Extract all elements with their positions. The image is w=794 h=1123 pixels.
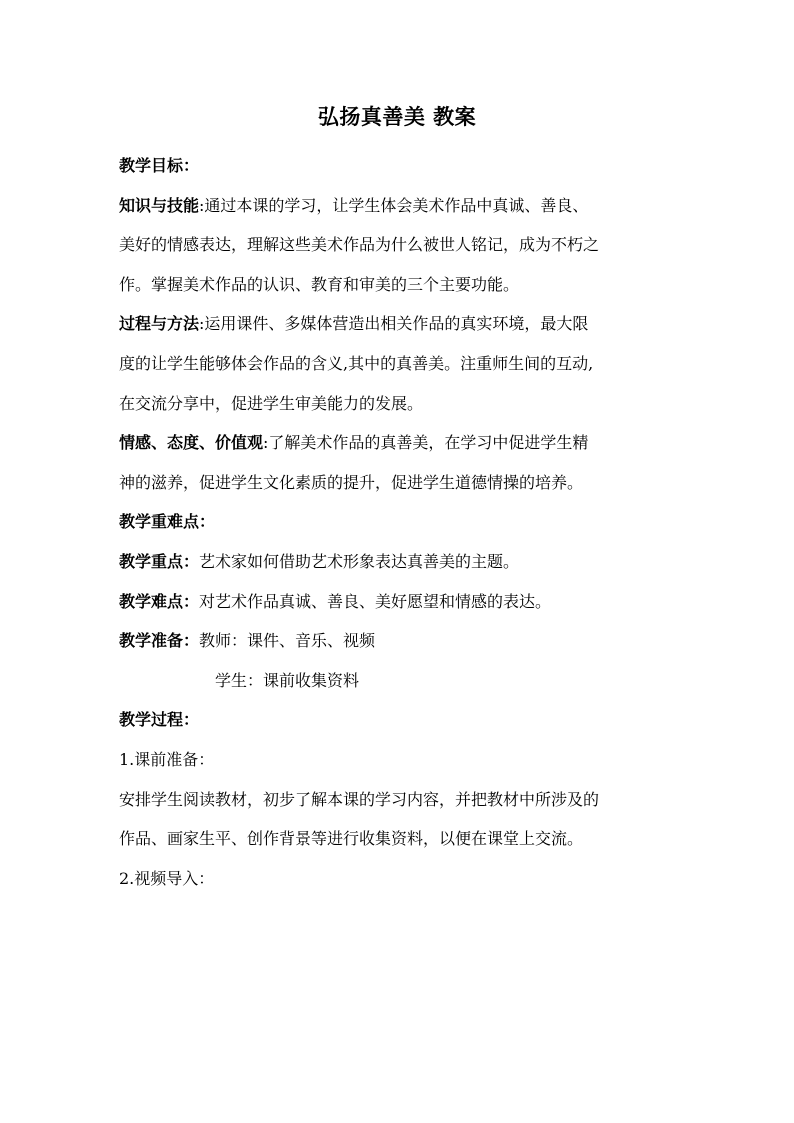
- knowledge-line-2: 美好的情感表达，理解这些美术作品为什么被世人铭记，成为不朽之: [119, 235, 600, 255]
- objectives-heading: 教学目标：: [119, 156, 200, 175]
- emotion-values-paragraph: [119, 423, 681, 502]
- process-line-1: [119, 304, 681, 344]
- key-point-label: 教学重点：: [119, 551, 200, 571]
- preparation-label: 教学准备：: [119, 631, 200, 651]
- document-title: 弘扬真善美 教案: [317, 104, 477, 129]
- step1-line-2: 作品、画家生平、创作背景等进行收集资料，以便在课堂上交流。: [119, 829, 584, 849]
- step2-heading: 2.视频导入：: [119, 868, 215, 888]
- difficult-point-label: 教学难点：: [119, 591, 200, 611]
- preparation-teacher-paragraph: [119, 621, 681, 661]
- step1-paragraph: [119, 780, 681, 859]
- key-points-heading: 教学重难点：: [119, 512, 216, 532]
- process-heading: 教学过程：: [119, 710, 200, 730]
- difficult-point-text: 对艺术作品真诚、善良、美好愿望和情感的表达。: [199, 591, 552, 611]
- preparation-student-paragraph: 学生：课前收集资料: [215, 670, 360, 690]
- process-text-1: :运用课件、多媒体营造出相关作品的真实环境，最大限: [199, 314, 589, 334]
- emotion-line-1: [119, 423, 681, 463]
- key-point-paragraph: [119, 542, 681, 582]
- process-label: 过程与方法: [119, 314, 200, 334]
- emotion-line-2: 神的滋养，促进学生文化素质的提升，促进学生道德情操的培养。: [119, 472, 584, 492]
- step1-heading: 1.课前准备：: [119, 749, 215, 769]
- preparation-teacher-text: 教师：课件、音乐、视频: [199, 631, 376, 651]
- process-line-2: 度的让学生能够体会作品的含义,其中的真善美。注重师生间的互动,: [119, 353, 594, 373]
- step1-line-1: 安排学生阅读教材，初步了解本课的学习内容，并把教材中所涉及的: [119, 789, 600, 809]
- knowledge-line-3: 作。掌握美术作品的认识、教育和审美的三个主要功能。: [119, 274, 520, 294]
- emotion-text-1: :了解美术作品的真善美，在学习中促进学生精: [263, 433, 589, 453]
- knowledge-label: 知识与技能: [119, 195, 200, 215]
- process-methods-paragraph: [119, 304, 681, 423]
- document-body: [119, 146, 681, 898]
- key-point-text: 艺术家如何借助艺术形象表达真善美的主题。: [199, 551, 520, 571]
- emotion-label: 情感、态度、价值观: [119, 433, 264, 453]
- knowledge-skills-paragraph: [119, 186, 681, 305]
- difficult-point-paragraph: [119, 582, 681, 622]
- knowledge-text-1: :通过本课的学习，让学生体会美术作品中真诚、善良、: [199, 195, 589, 215]
- knowledge-line-1: [119, 186, 681, 226]
- process-line-3: 在交流分享中，促进学生审美能力的发展。: [119, 393, 424, 413]
